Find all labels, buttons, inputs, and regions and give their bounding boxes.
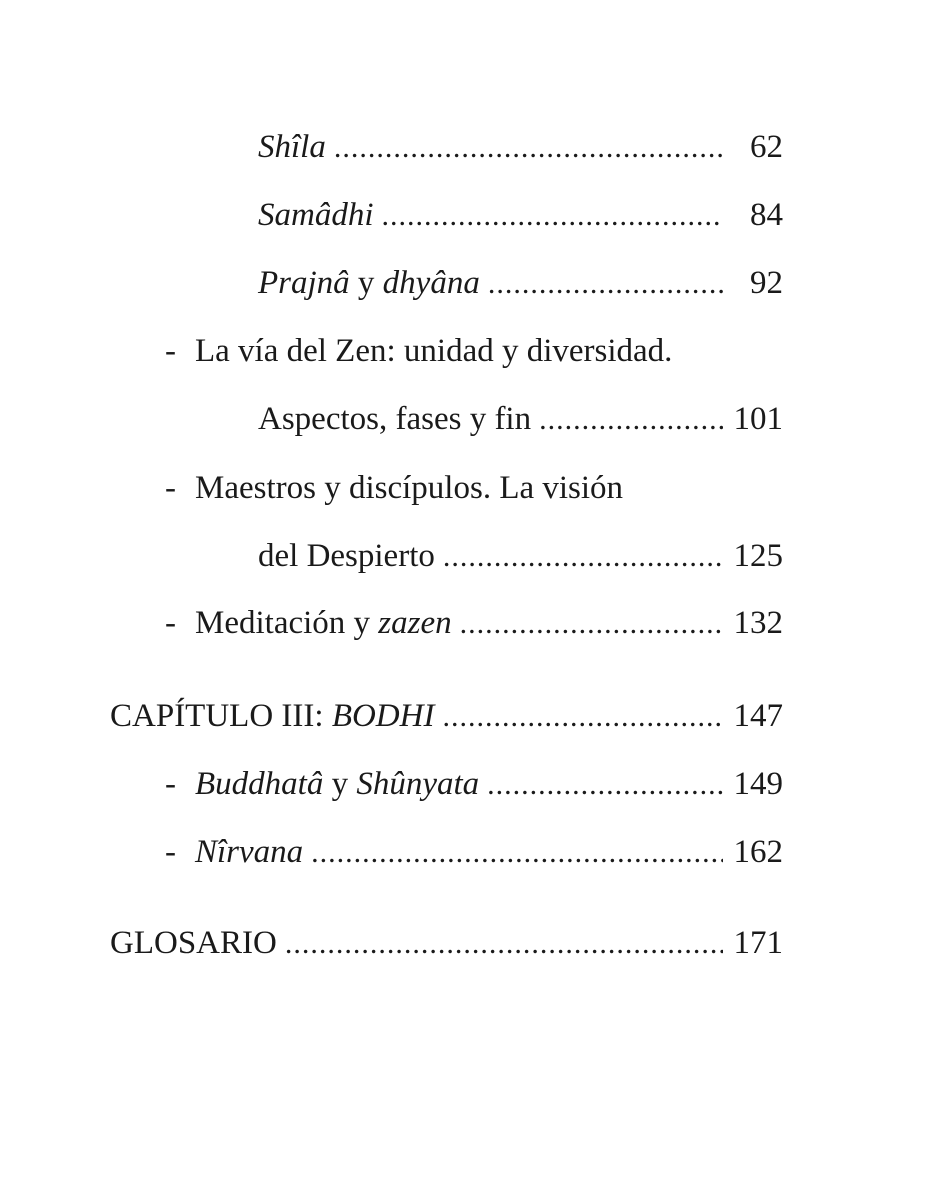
dot-leader — [443, 537, 723, 577]
entry-title-part: BODHI — [331, 698, 435, 734]
toc-entry-via-zen — [258, 399, 783, 439]
toc-entry-prajna — [258, 263, 783, 303]
page-number: 125 — [733, 538, 783, 574]
entry-title-part: Prajnâ — [258, 265, 350, 301]
list-dash: - — [165, 470, 176, 506]
dot-leader — [285, 924, 723, 964]
page-number: 84 — [750, 197, 783, 233]
page-number: 101 — [733, 401, 783, 437]
list-dash: - — [165, 333, 176, 369]
entry-title — [258, 263, 480, 303]
entry-title: Shîla — [258, 129, 326, 165]
entry-title-line2: Aspectos, fases y fin — [258, 401, 532, 437]
toc-entry-samadhi — [258, 195, 783, 235]
dot-leader — [334, 128, 723, 168]
entry-title — [110, 696, 434, 736]
entry-title-part: Buddhatâ — [195, 766, 324, 802]
toc-entry-capitulo-3 — [110, 696, 783, 736]
list-dash: - — [165, 605, 176, 641]
toc-entry-maestros — [258, 536, 783, 576]
page-number: 162 — [733, 834, 783, 870]
entry-title — [195, 764, 479, 804]
entry-title: GLOSARIO — [110, 925, 277, 961]
entry-title-line2: del Despierto — [258, 538, 435, 574]
page-number: 62 — [750, 129, 783, 165]
list-dash: - — [165, 766, 176, 802]
entry-title-part: CAPÍTULO III: — [110, 698, 332, 734]
entry-title: Nîrvana — [195, 834, 304, 870]
list-dash: - — [165, 834, 176, 870]
page-number: 92 — [750, 265, 783, 301]
entry-title — [195, 603, 452, 643]
entry-title-part: Shûnyata — [356, 766, 480, 802]
dot-leader — [487, 765, 723, 805]
entry-title: Samâdhi — [258, 197, 374, 233]
dot-leader — [460, 604, 723, 644]
entry-title-part: Meditación y — [195, 605, 379, 641]
dot-leader — [488, 264, 723, 304]
dot-leader — [382, 196, 724, 236]
entry-title-conj: y — [323, 766, 357, 802]
entry-title-part: zazen — [378, 605, 452, 641]
entry-title-conj: y — [349, 265, 383, 301]
dot-leader — [442, 697, 723, 737]
entry-title-line1: Maestros y discípulos. La visión — [195, 470, 624, 506]
toc-entry-shila — [258, 127, 783, 167]
entry-title-line1: La vía del Zen: unidad y diversidad. — [195, 333, 673, 369]
toc-entry-meditacion — [195, 603, 783, 643]
page-number: 149 — [733, 766, 783, 802]
page-number: 147 — [733, 698, 783, 734]
toc-entry-nirvana — [195, 832, 783, 872]
dot-leader — [539, 400, 723, 440]
page-number: 132 — [733, 605, 783, 641]
toc-entry-glosario — [110, 923, 783, 963]
page-number: 171 — [733, 925, 783, 961]
entry-title-part: dhyâna — [382, 265, 480, 301]
dot-leader — [311, 833, 723, 873]
toc-entry-buddhata — [195, 764, 783, 804]
